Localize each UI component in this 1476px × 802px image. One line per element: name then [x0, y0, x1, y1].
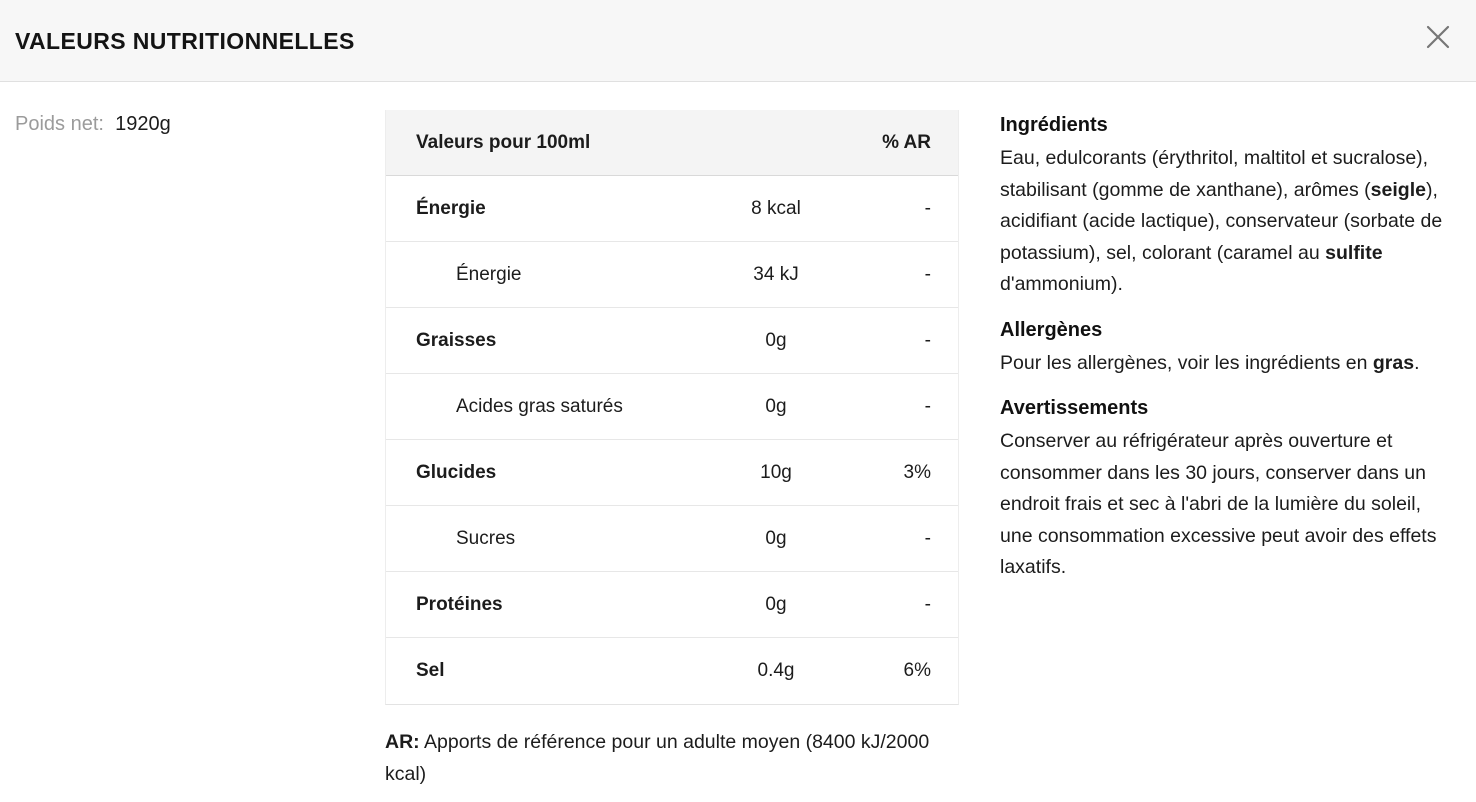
table-row	[386, 440, 958, 506]
row-ar: 3%	[903, 461, 931, 483]
row-ar: -	[924, 329, 931, 351]
row-ar: -	[924, 395, 931, 417]
row-label: Protéines	[416, 593, 503, 615]
row-value: 0.4g	[757, 660, 795, 681]
close-button[interactable]	[1418, 18, 1458, 58]
row-label: Acides gras saturés	[456, 395, 623, 417]
table-row	[386, 506, 958, 572]
row-ar: -	[924, 527, 931, 549]
row-label: Énergie	[416, 197, 486, 219]
table-row	[386, 176, 958, 242]
net-weight: Poids net: 1920g	[15, 113, 171, 135]
ingredients-heading: Ingrédients	[1000, 114, 1108, 136]
table-row	[386, 572, 958, 638]
row-value: 0g	[765, 593, 787, 615]
ar-column-header: % AR	[882, 131, 931, 153]
row-value: 34 kJ	[753, 263, 799, 285]
warnings-text: Conserver au réfrigérateur après ouverture et consommer dans les 30 jours, conserver dans un endroit frais et sec à l'abri de la lumière du soleil, une consommation excessive peut avoir des effets laxatifs.	[1000, 430, 1437, 578]
table-row	[386, 374, 958, 440]
row-label: Graisses	[416, 329, 497, 351]
reference-intake-note: AR: Apports de référence pour un adulte moyen (8400 kJ/2000 kcal)	[385, 731, 930, 785]
row-label: Énergie	[456, 263, 522, 285]
product-info-column	[1000, 111, 1448, 599]
modal-title: VALEURS NUTRITIONNELLES	[15, 27, 355, 54]
ingredients-text: Eau, edulcorants (érythritol, maltitol et sucralose), stabilisant (gomme de xanthane), arômes (seigle), acidifiant (acide lactique), conservateur (sorbate de potassium), sel, colorant (caramel au sulfite d'ammonium).	[1000, 147, 1443, 295]
row-value: 0g	[765, 395, 787, 417]
row-value: 8 kcal	[751, 197, 801, 219]
row-ar: -	[924, 197, 931, 219]
modal-header	[0, 0, 1476, 82]
row-label: Glucides	[416, 461, 497, 483]
table-row	[386, 638, 958, 704]
row-value: 10g	[760, 461, 792, 483]
values-column-header: Valeurs pour 100ml	[416, 131, 591, 153]
row-value: 0g	[765, 329, 787, 351]
row-ar: -	[924, 263, 931, 285]
row-ar: 6%	[903, 660, 931, 681]
row-label: Sucres	[456, 527, 516, 549]
net-weight-label: Poids net:	[15, 113, 104, 135]
allergens-text: Pour les allergènes, voir les ingrédients en gras.	[1000, 351, 1420, 374]
row-label: Sel	[416, 660, 445, 681]
close-icon	[1421, 20, 1455, 57]
table-row	[386, 242, 958, 308]
row-value: 0g	[765, 527, 787, 549]
table-row	[386, 308, 958, 374]
reference-intake-prefix: AR:	[385, 731, 420, 753]
row-ar: -	[924, 593, 931, 615]
warnings-heading: Avertissements	[1000, 397, 1149, 419]
nutrition-table-header	[386, 110, 958, 176]
allergens-heading: Allergènes	[1000, 318, 1103, 341]
nutrition-table	[385, 110, 959, 705]
